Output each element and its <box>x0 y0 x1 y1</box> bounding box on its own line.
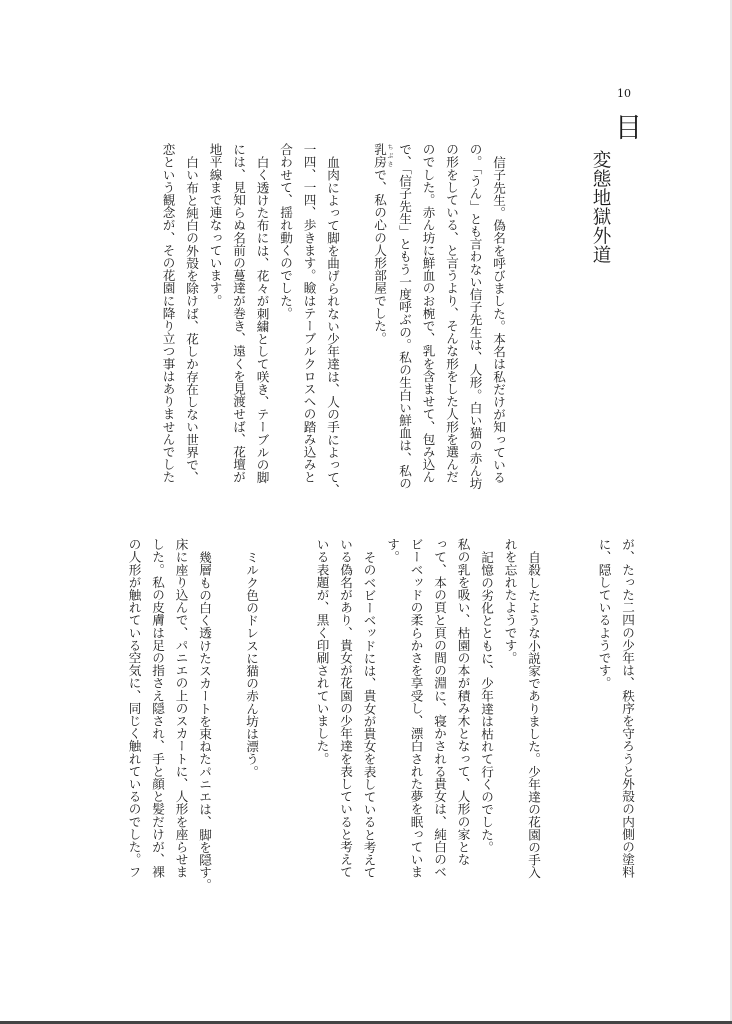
ruby-word <box>372 143 393 169</box>
text-line: ビーベッドの柔らかさを享受し、漂白された夢を眠っていま <box>408 538 424 879</box>
blank-line <box>216 538 240 908</box>
text-line <box>368 143 393 503</box>
text-line: 血肉によって脚を曲げられない少年達は、人の手によって、 <box>325 155 340 496</box>
text-line: って、本の頁と頁の間の淵に、寝かされる貴女は、純白のベ <box>432 538 447 879</box>
text-line: 合わせて、揺れ動くのでした。 <box>278 143 293 320</box>
text-line: には、見知らぬ名前の蔓達が巻き、遠くを見渡せば、花壇が <box>231 143 246 484</box>
text-line: いる表題が、黒く印刷されていました。 <box>314 538 330 765</box>
text-line: の形をしている、と言うより、そんな形をした人形を選んだ <box>444 143 459 484</box>
text-line: 私の乳を吸い、枯園の本が積み木となって、人形の家とな <box>455 538 471 866</box>
text-line: れを忘れたようです。 <box>502 538 518 664</box>
text-block-lower <box>122 538 639 908</box>
blank-line <box>545 538 569 908</box>
blank-line <box>263 538 287 908</box>
text-line: 白い布と純白の外殻を除けば、花しか存在しない世界で、 <box>184 155 199 484</box>
ruby-reading: ちぶさ <box>386 143 393 169</box>
ruby-base: 乳房 <box>372 143 387 169</box>
blank-line <box>569 538 593 908</box>
text-line: いる偽名があり、貴女が花園の少年達を表していると考えて <box>338 538 353 879</box>
text-line: 自殺したような小説家でありました。少年達の花園の手入 <box>526 550 541 879</box>
text-line: に、隠しているようです。 <box>596 538 612 690</box>
chapter-title: 変態地獄外道 <box>590 150 611 264</box>
text-block-upper <box>156 143 510 503</box>
text-line: 恋という観念が、その花園に降り立つ事はありませんでした <box>160 143 176 484</box>
text-line: の人形が触れている空気に、同じく触れているのでした。フ <box>126 538 142 879</box>
text-line: 記憶の劣化とともに、少年達は枯れて行くのでした。 <box>479 550 494 853</box>
chapter-mark: 目 <box>610 113 641 140</box>
text-line: 信子先生。偽名を呼びました。本名は私だけが知っている <box>491 155 506 484</box>
text-line: 一四、一四、歩きます。瞼はテーブルクロスへの踏み込みと <box>301 143 317 484</box>
text-line: が、たった二四の少年は、秩序を守ろうと外殻の内側の塗料 <box>620 538 635 879</box>
text-line: 地平線まで連なっています。 <box>207 143 223 307</box>
text-line: ミルク色のドレスに猫の赤ん坊は漂う。 <box>244 550 259 778</box>
text-line: で、「信子先生」ともう一度呼ぶの。私の生白い鮮血は、私の <box>397 143 412 490</box>
text-line-rest: で、私の心の人形部屋でした。 <box>372 168 387 345</box>
text-line: 幾層もの白く透けたスカートを束ねたパニエは、脚を隠す。 <box>197 550 212 891</box>
page-number: 10 <box>617 87 631 100</box>
text-line: 床に座り込んで、パニエの上のスカートに、人形を座らせま <box>173 538 189 879</box>
text-line: の。「うん」とも言わない信子先生は、人形。白い猫の赤ん坊 <box>467 143 483 490</box>
text-line: す。 <box>385 538 400 564</box>
text-line: のでした。赤ん坊に鮮血のお椀で、乳を含ませて、包み込ん <box>420 143 436 484</box>
text-line: した。私の皮膚は足の指さえ隠され、手と顔と髪だけが、裸 <box>150 538 165 879</box>
blank-line <box>344 143 368 503</box>
text-line: そのベビーベッドには、貴女が貴女を表していると考えて <box>361 550 377 879</box>
text-line: 白く透けた布には、花々が刺繍として咲き、テーブルの脚 <box>254 155 270 484</box>
blank-line <box>287 538 311 908</box>
